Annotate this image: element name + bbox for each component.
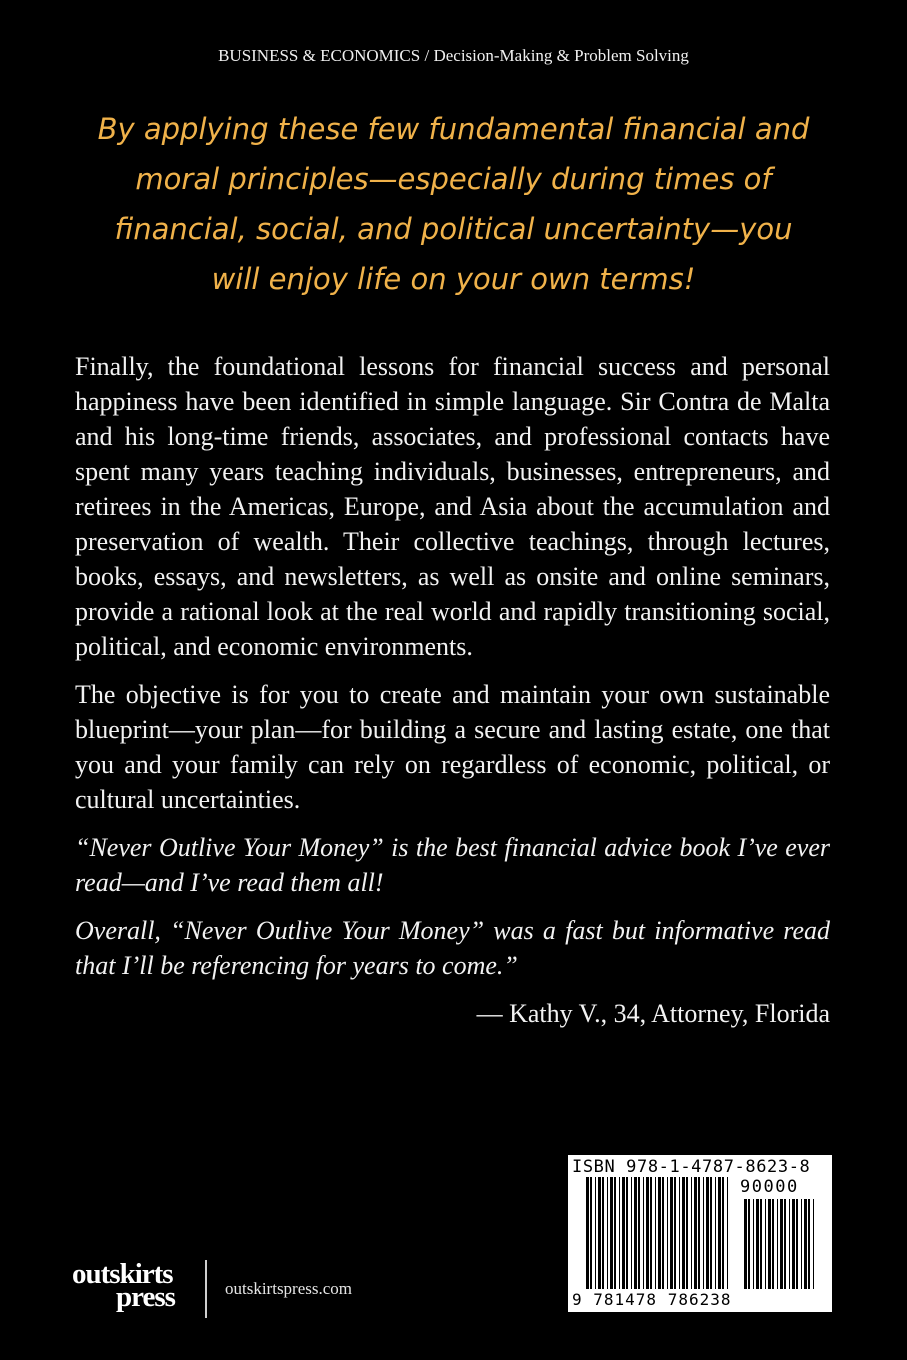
review-attribution: — Kathy V., 34, Attorney, Florida	[476, 999, 830, 1028]
publisher-logo	[72, 1258, 192, 1318]
tagline-line: will enjoy life on your own terms!	[211, 262, 696, 296]
tagline-line: moral principles—especially during times of	[135, 162, 772, 196]
book-category: BUSINESS & ECONOMICS / Decision-Making & Problem Solving	[218, 46, 689, 65]
isbn-barcode	[568, 1155, 832, 1312]
publisher-logo-line: outskirts	[72, 1258, 173, 1290]
price-code: 90000	[740, 1177, 799, 1197]
description	[75, 349, 830, 1044]
tagline-line: financial, social, and political uncertainty—you	[114, 212, 793, 246]
description-paragraph: Finally, the foundational lessons for financial success and personal happiness have been identified in simple language. Sir Contra de Malta and his long-time friends, associates, and professional contacts have spent many years teaching individuals, businesses, entrepreneurs, and retirees in the Americas, Europe, and Asia about the accumulation and preservation of wealth. Their collective teachings, through lectures, books, essays, and newsletters, as well as onsite and online seminars, provide a rational look at the real world and rapidly transitioning social, political, and economic environments.	[75, 352, 830, 661]
description-paragraph: The objective is for you to create and maintain your own sustainable blueprint—your plan—for building a secure and lasting estate, one that you and your family can rely on regardless of economic, political, or cultural uncertainties.	[75, 680, 830, 814]
publisher-logo-line: press	[116, 1281, 175, 1313]
publisher-url: outskirtspress.com	[225, 1279, 353, 1298]
divider	[205, 1260, 207, 1318]
isbn-number: ISBN 978-1-4787-8623-8	[572, 1157, 811, 1177]
ean-digits: 9 781478 786238	[572, 1290, 732, 1309]
review-quote: Overall, “Never Outlive Your Money” was a fast but informative read that I’ll be referencing for years to come.”	[75, 916, 830, 980]
publisher-block	[72, 1258, 392, 1328]
tagline-line: By applying these few fundamental financial and	[97, 112, 810, 146]
tagline	[60, 104, 847, 304]
review-quote: “Never Outlive Your Money” is the best financial advice book I’ve ever read—and I’ve read them all!	[75, 833, 830, 897]
